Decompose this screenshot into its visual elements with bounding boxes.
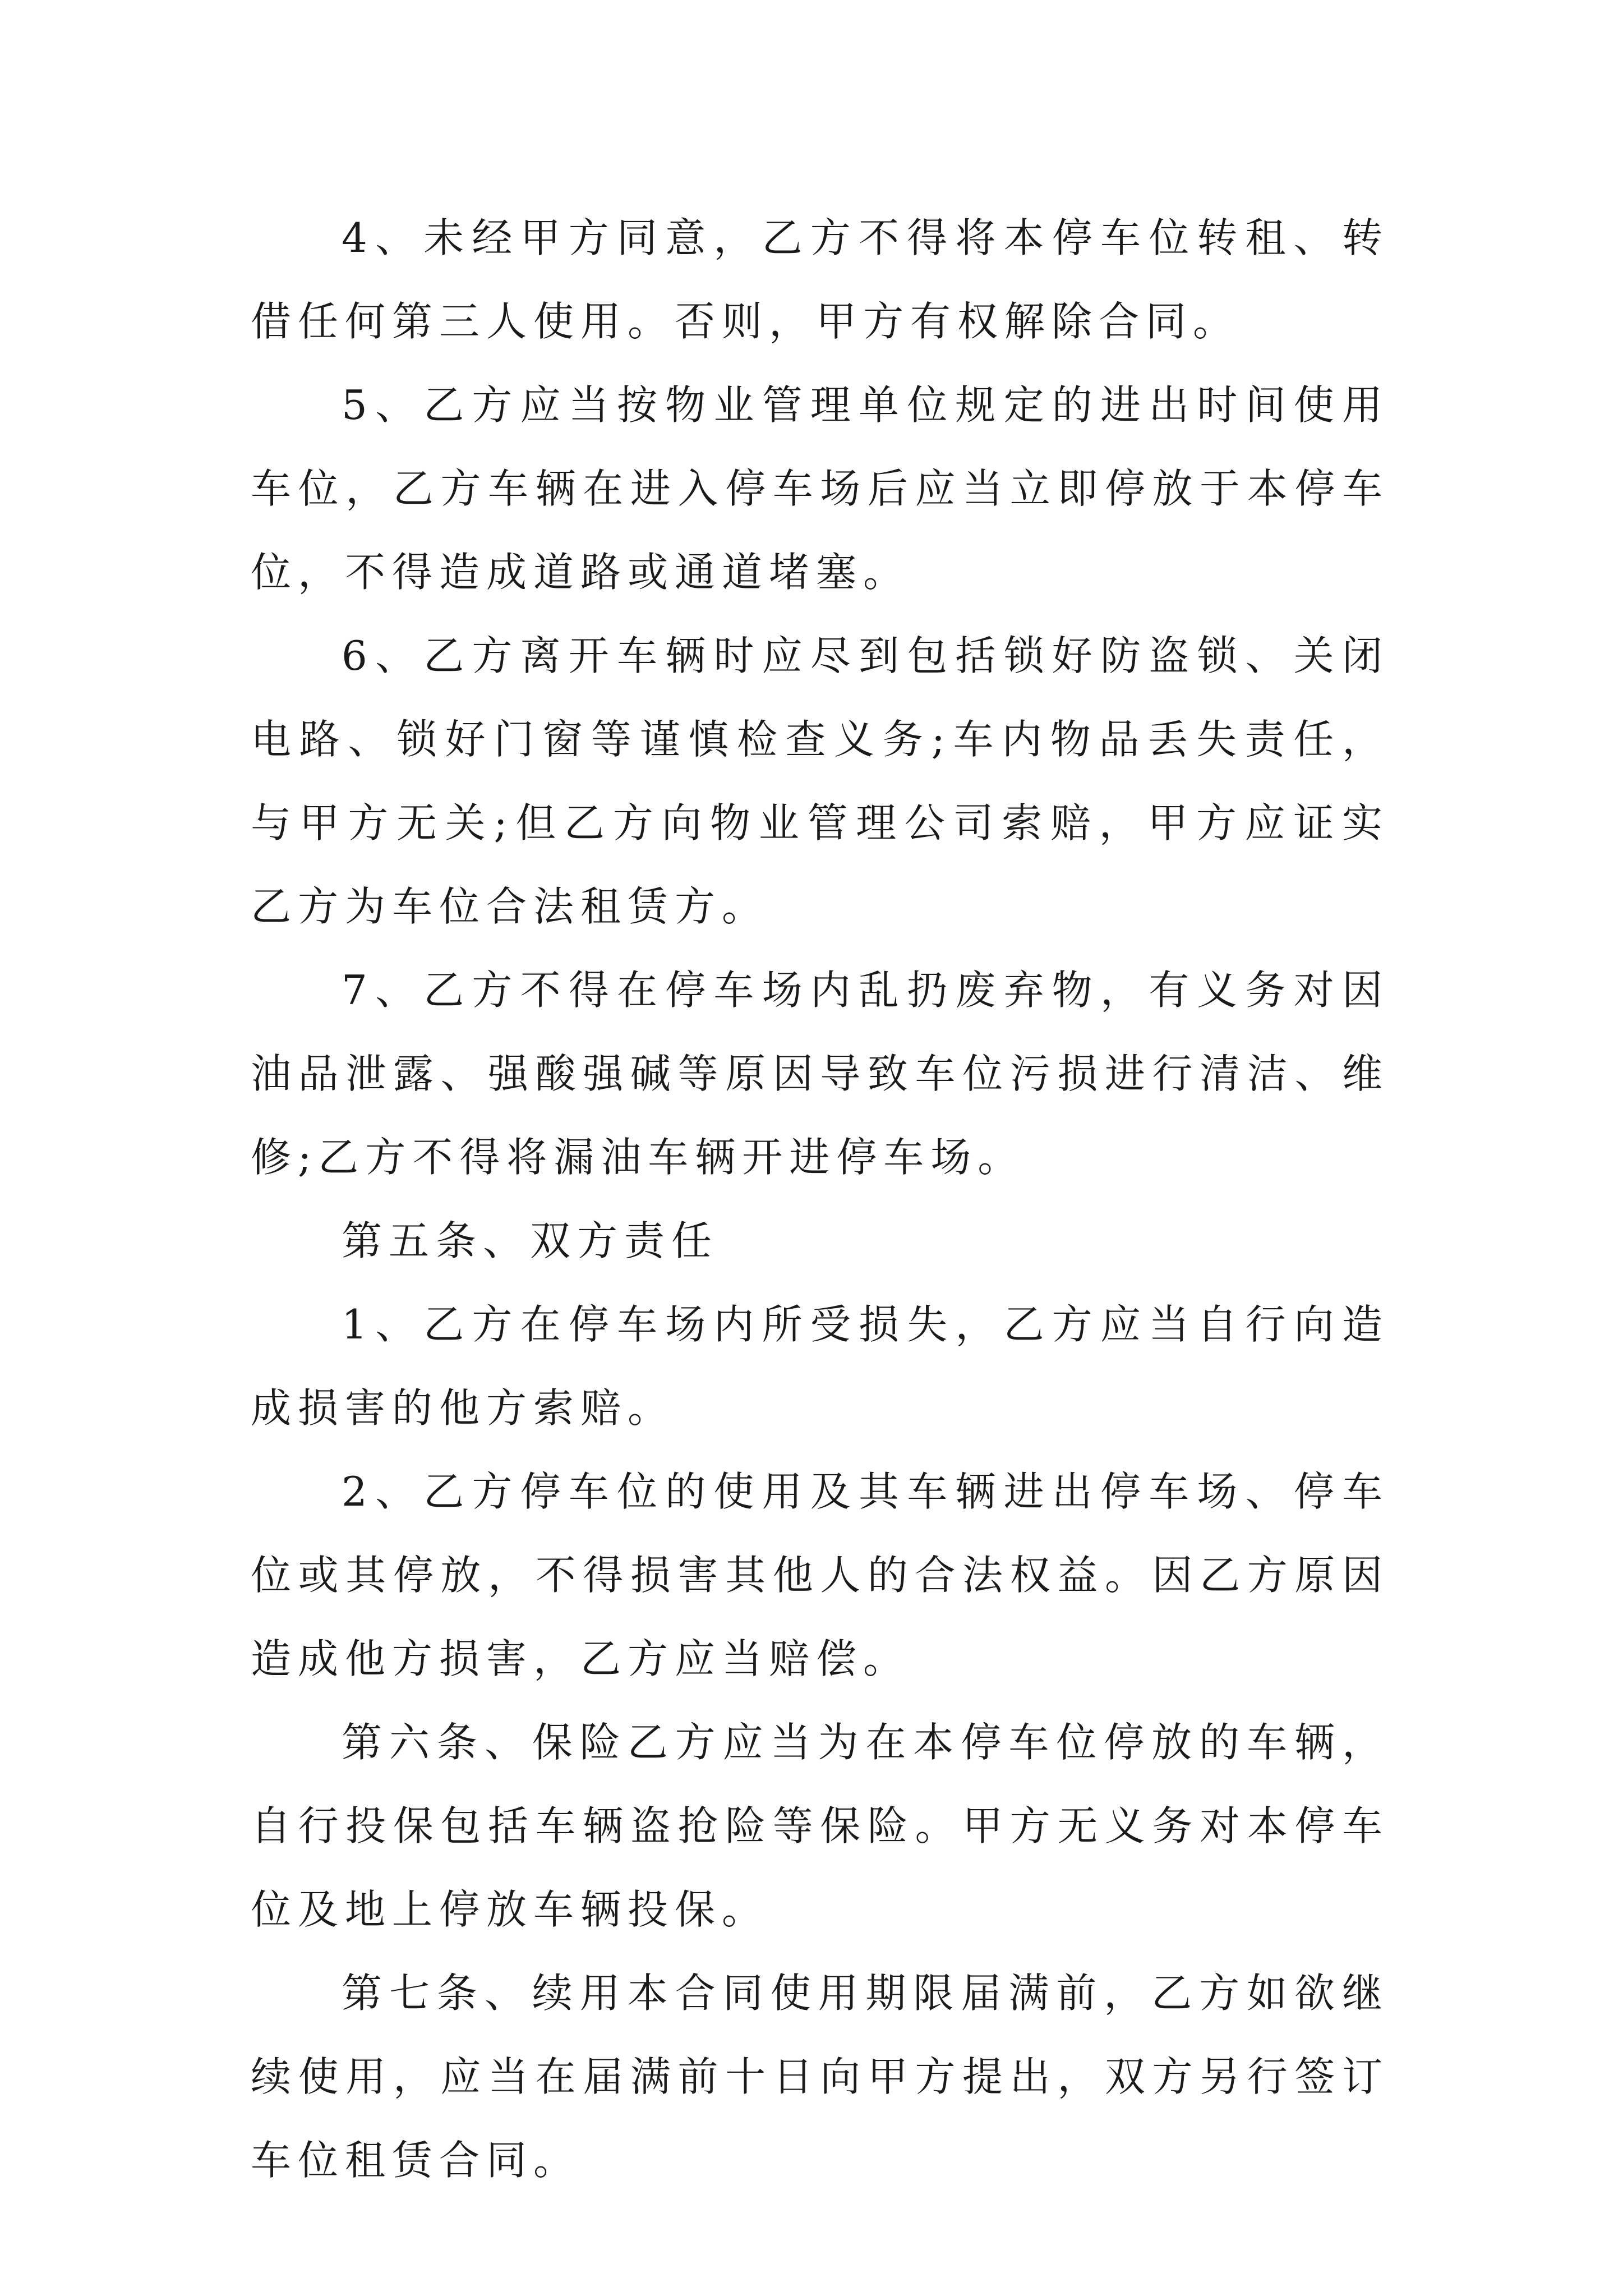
paragraph-clause-4-7: 7、乙方不得在停车场内乱扔废弃物，有义务对因油品泄露、强酸强碱等原因导致车位污损进行清洁、维修;乙方不得将漏油车辆开进停车场。 [251,967,1389,1181]
paragraph-clause-4-6: 6、乙方离开车辆时应尽到包括锁好防盗锁、关闭电路、锁好门窗等谨慎检查义务;车内物品丢失责任，与甲方无关;但乙方向物业管理公司索赔，甲方应证实乙方为车位合法租赁方。 [251,632,1389,930]
paragraph-clause-5-2: 2、乙方停车位的使用及其车辆进出停车场、停车位或其停放，不得损害其他人的合法权益。因乙方原因造成他方损害，乙方应当赔偿。 [251,1468,1389,1682]
paragraph-clause-5-1: 1、乙方在停车场内所受损失，乙方应当自行向造成损害的他方索赔。 [251,1301,1389,1432]
article-6-insurance: 第六条、保险乙方应当为在本停车位停放的车辆，自行投保包括车辆盗抢险等保险。甲方无义务对本停车位及地上停放车辆投保。 [251,1719,1389,1933]
paragraph-clause-4-5: 5、乙方应当按物业管理单位规定的进出时间使用车位，乙方车辆在进入停车场后应当立即停放于本停车位，不得造成道路或通道堵塞。 [251,381,1389,596]
article-7-renewal: 第七条、续用本合同使用期限届满前，乙方如欲继续使用，应当在届满前十日向甲方提出，双方另行签订车位租赁合同。 [251,1970,1389,2184]
article-5-heading: 第五条、双方责任 [342,1217,719,1264]
paragraph-clause-4-4: 4、未经甲方同意，乙方不得将本停车位转租、转借任何第三人使用。否则，甲方有权解除合同。 [251,214,1389,345]
document-body [251,196,1389,2202]
